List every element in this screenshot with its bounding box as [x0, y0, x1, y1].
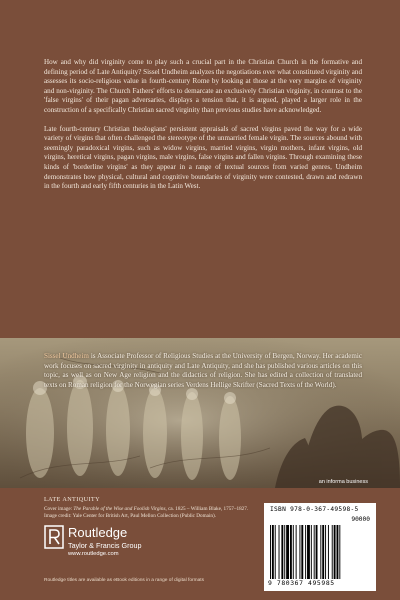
- ebook-note: Routledge titles are available as eBook editions in a range of digital formats: [44, 578, 204, 583]
- cover-artwork-title: The Parable of the Wise and Foolish Virgins: [73, 506, 166, 512]
- isbn-label: ISBN 978-0-367-49598-5: [270, 506, 359, 513]
- author-name: Sissel Undheim: [44, 352, 89, 360]
- blurb-paragraph-1: How and why did virginity come to play such a crucial part in the Christian Church in the formative and defining period of Late Antiquity? Sissel Undheim analyzes the negotiations over what constituted virginity and assesses its socio-religious value in fourth-century Rome by looking at those at the very margins of virginity and non-virginity. The Church Fathers' efforts to demarcate an exclusively Christian virginity, in contrast to the 'false virgins' of their pagan adversaries, displays a tension that, it is argued, played a larger role in the construction of a specifically Christian sacred virginity than previous studies have acknowledged.: [44, 58, 362, 114]
- barcode-bar: [299, 525, 300, 579]
- barcode-bar: [307, 525, 310, 579]
- barcode-bar: [270, 525, 271, 579]
- barcode-bar: [296, 525, 297, 579]
- barcode-bar: [281, 525, 283, 579]
- barcode-bar: [322, 525, 324, 579]
- barcode-bars: [270, 525, 370, 579]
- author-bio: [44, 352, 362, 390]
- isbn-digits: 9 780367 495985: [268, 579, 335, 587]
- book-blurb: [44, 58, 362, 201]
- barcode-bar: [275, 525, 276, 579]
- barcode-bar: [301, 525, 303, 579]
- barcode-bar: [325, 525, 326, 579]
- barcode-bar: [339, 525, 340, 579]
- blurb-paragraph-2: Late fourth-century Christian theologians' persistent appraisals of sacred virgins paved the way for a wide variety of virgins that often challenged the stereotype of the unmarried female virgin. The sources abound with seemingly paradoxical virgins, such as widow virgins, married virgins, virgin mothers, infant virgins, old virgins, heretical virgins, pagan virgins, male virgins, false virgins and fallen virgins. Through examining these kinds of 'borderline virgins' as they appear in a range of textual sources from varied genres, Undheim demonstrates how physical, cultural and cognitive boundaries of virginity were contested, drawn and redrawn in the fourth and early fifth centuries in the Latin West.: [44, 124, 362, 191]
- barcode-bar: [311, 525, 312, 579]
- barcode-bar: [272, 525, 274, 579]
- barcode-bar: [293, 525, 294, 579]
- barcode-bar: [290, 525, 292, 579]
- barcode-bar: [316, 525, 318, 579]
- barcode-bar: [279, 525, 280, 579]
- barcode-bar: [334, 525, 336, 579]
- barcode-bar: [332, 525, 333, 579]
- informa-tag: an informa business: [318, 479, 368, 485]
- barcode-bar: [320, 525, 321, 579]
- barcode-bar: [337, 525, 339, 579]
- routledge-r-icon: [44, 525, 64, 549]
- barcode-bar: [286, 525, 289, 579]
- barcode-bar: [284, 525, 285, 579]
- publisher-group: Taylor & Francis Group: [68, 541, 142, 550]
- barcode-bar: [328, 525, 329, 579]
- publisher-name: Routledge: [68, 525, 128, 540]
- author-bio-text: is Associate Professor of Religious Studies at the University of Bergen, Norway. Her academic work focuses on sacred virginity in antiquity and Late Antiquity, and she has published various articles on this topic, as well as on New Age religion and the didactics of religion. She has edited a collection of translated texts on Roman religion for the Norwegian series Verdens Hellige Skrifter (Sacred Texts of the World).: [44, 352, 362, 389]
- image-credits: [44, 506, 294, 520]
- cover-credit-suffix: , ca. 1825 – William Blake, 1757–1827.: [165, 506, 249, 512]
- series-name: LATE ANTIQUITY: [44, 496, 100, 503]
- routledge-logo: [44, 525, 194, 565]
- barcode-bar: [314, 525, 315, 579]
- publisher-url: www.routledge.com: [68, 551, 119, 557]
- cover-credit-prefix: Cover image:: [44, 506, 74, 512]
- price-code: 90000: [351, 516, 370, 523]
- barcode-bar: [305, 525, 306, 579]
- isbn-barcode: [264, 503, 376, 591]
- image-credit-line: Image credit: Yale Center for British Art, Paul Mellon Collection (Public Domain).: [44, 513, 217, 520]
